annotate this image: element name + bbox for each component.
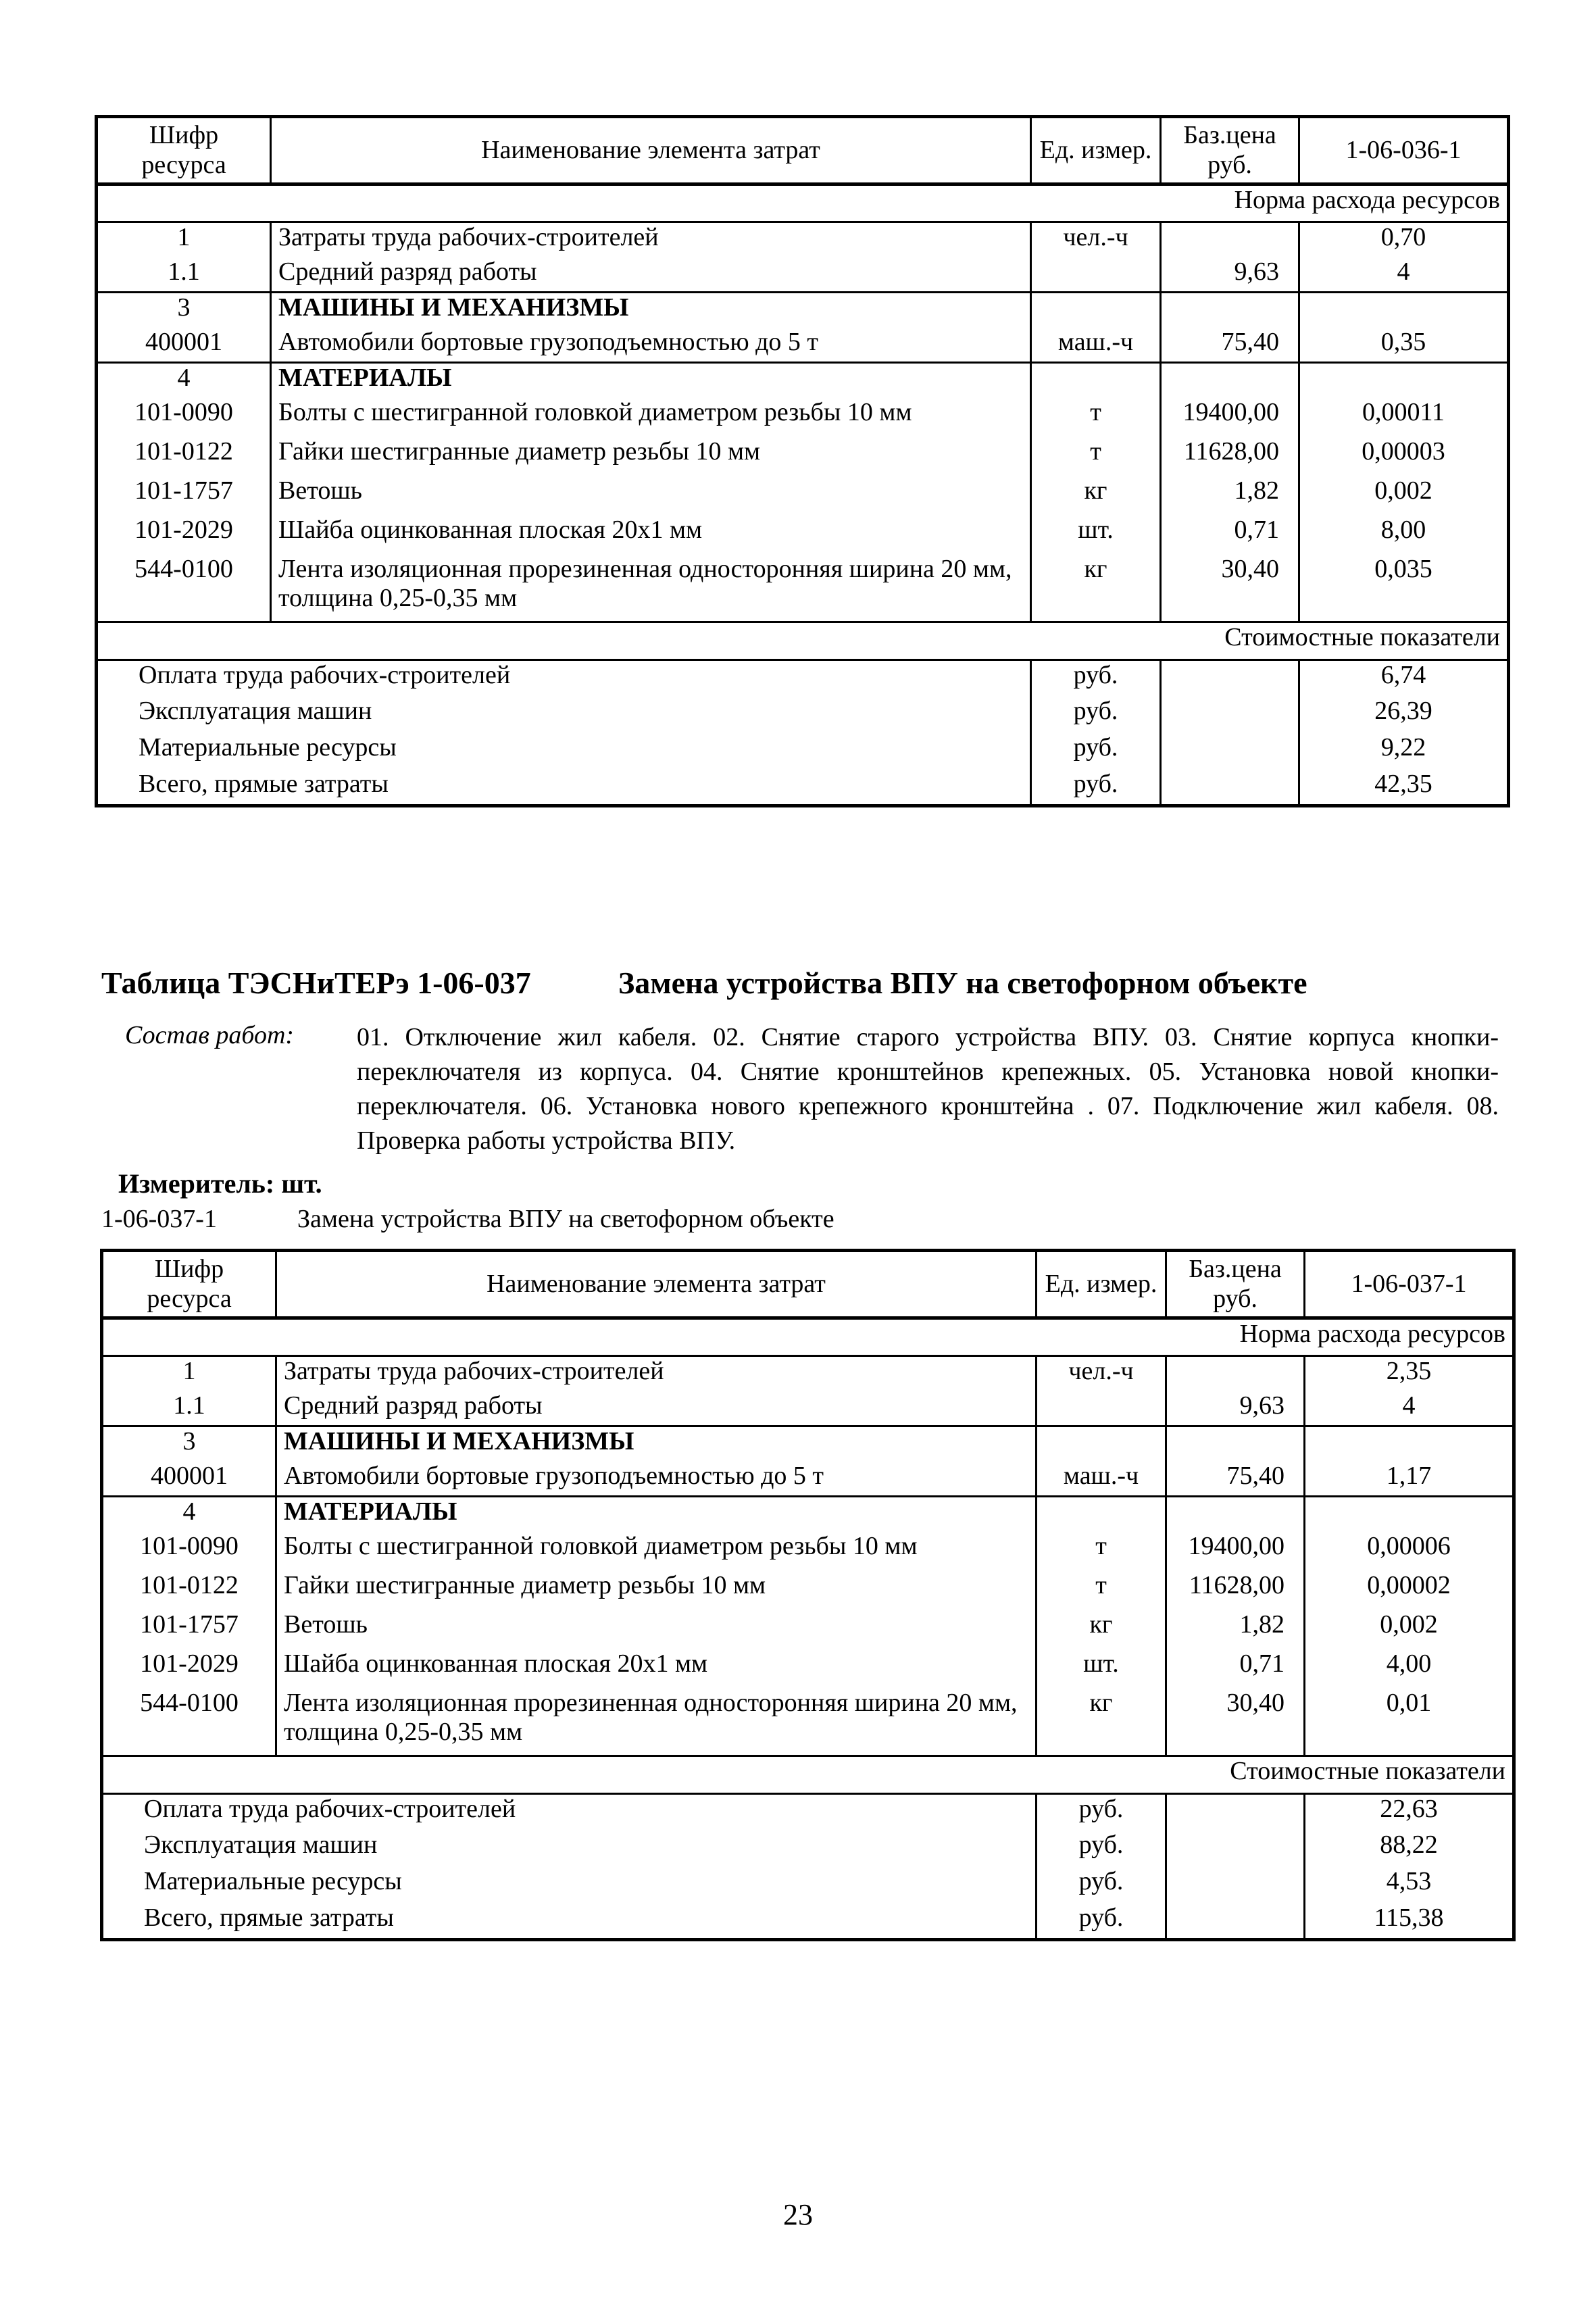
resource-price: 9,63	[1166, 1391, 1305, 1426]
resource-unit: кг	[1031, 555, 1161, 622]
table-row	[97, 363, 1509, 398]
resource-price: 19400,00	[1166, 1532, 1305, 1571]
cost-row	[102, 1867, 1514, 1903]
resource-norm	[1299, 363, 1509, 398]
resource-price: 75,40	[1166, 1462, 1305, 1497]
table-row	[102, 1391, 1514, 1426]
cost-value: 9,22	[1299, 733, 1509, 770]
resource-code: 4	[97, 363, 271, 398]
cost-title: Стоимостные показатели	[97, 622, 1509, 660]
norm-table-1-06-036-1	[95, 115, 1510, 807]
cost-label: Материальные ресурсы	[144, 1866, 402, 1895]
cost-value: 26,39	[1299, 697, 1509, 733]
table-header-row	[97, 117, 1509, 184]
cost-price-empty	[1161, 770, 1299, 806]
resource-unit: т	[1037, 1532, 1166, 1571]
header-unit: Ед. измер.	[1037, 1251, 1166, 1318]
table-row	[97, 516, 1509, 555]
resource-price: 75,40	[1161, 328, 1299, 363]
resource-name: Лента изоляционная прорезиненная односторонняя ширина 20 мм, толщина 0,25-0,35 мм	[271, 555, 1031, 622]
cost-unit: руб.	[1037, 1831, 1166, 1867]
resource-price: 0,71	[1166, 1649, 1305, 1689]
cost-unit: руб.	[1031, 660, 1161, 697]
cost-price-empty	[1166, 1831, 1305, 1867]
resource-unit: маш.-ч	[1031, 328, 1161, 363]
table-row	[102, 1649, 1514, 1689]
resource-name: Болты с шестигранной головкой диаметром резьбы 10 мм	[271, 398, 1031, 437]
table-row	[97, 328, 1509, 363]
cost-title-row	[97, 622, 1509, 660]
subsection-code: 1-06-037-1	[101, 1205, 217, 1233]
resource-norm	[1305, 1497, 1514, 1532]
resource-code: 3	[97, 293, 271, 328]
cost-title-row	[102, 1756, 1514, 1794]
table-row	[102, 1462, 1514, 1497]
table-row	[97, 398, 1509, 437]
table-row	[97, 476, 1509, 516]
resource-name: Средний разряд работы	[271, 257, 1031, 293]
resource-name: Гайки шестигранные диаметр резьбы 10 мм	[276, 1571, 1037, 1610]
resource-norm: 4,00	[1305, 1649, 1514, 1689]
resource-norm: 4	[1299, 257, 1509, 293]
cost-label: Всего, прямые затраты	[144, 1903, 394, 1932]
resource-norm: 0,00006	[1305, 1532, 1514, 1571]
norm-table-1-06-037-1	[100, 1249, 1516, 1941]
table-row	[102, 1532, 1514, 1571]
cost-title: Стоимостные показатели	[102, 1756, 1514, 1794]
resource-name: МАТЕРИАЛЫ	[271, 363, 1031, 398]
resource-code: 1	[182, 1357, 196, 1385]
cost-unit: руб.	[1031, 697, 1161, 733]
resource-code: 400001	[145, 327, 222, 356]
resource-price: 30,40	[1166, 1689, 1305, 1756]
composition-text: 01. Отключение жил кабеля. 02. Снятие старого устройства ВПУ. 03. Снятие корпуса кнопки-переключателя из корпуса. 04. Снятие кронштейнов крепежных. 05. Установка новой кнопки-переключателя. 06. Установка нового крепежного кронштейна . 07. Подключение жил кабеля. 08. Проверка работы устройства ВПУ.	[357, 1023, 1499, 1155]
resource-name: Гайки шестигранные диаметр резьбы 10 мм	[271, 437, 1031, 476]
table-row	[102, 1426, 1514, 1462]
cost-label: Материальные ресурсы	[139, 732, 397, 762]
resource-name: Шайба оцинкованная плоская 20х1 мм	[271, 516, 1031, 555]
resource-unit	[1037, 1391, 1166, 1426]
resource-price	[1161, 293, 1299, 328]
resource-unit	[1031, 257, 1161, 293]
resource-code: 101-0122	[134, 437, 233, 466]
resource-unit: т	[1031, 398, 1161, 437]
cost-value: 4,53	[1305, 1867, 1514, 1903]
norm-table-body	[97, 117, 1509, 806]
resource-unit: чел.-ч	[1031, 222, 1161, 257]
resource-price	[1166, 1356, 1305, 1391]
resource-unit: шт.	[1037, 1649, 1166, 1689]
norm-title-row	[102, 1318, 1514, 1356]
header-norm-code: 1-06-037-1	[1305, 1251, 1514, 1318]
resource-price	[1161, 222, 1299, 257]
resource-norm: 0,002	[1299, 476, 1509, 516]
resource-norm: 4	[1305, 1391, 1514, 1426]
table-row	[102, 1356, 1514, 1391]
resource-norm: 0,00011	[1299, 398, 1509, 437]
resource-price: 1,82	[1161, 476, 1299, 516]
table-row	[97, 437, 1509, 476]
resource-norm	[1299, 293, 1509, 328]
meter-label: Измеритель: шт.	[118, 1168, 322, 1199]
resource-unit: кг	[1031, 476, 1161, 516]
resource-name: МАШИНЫ И МЕХАНИЗМЫ	[271, 293, 1031, 328]
resource-unit: чел.-ч	[1037, 1356, 1166, 1391]
resource-name: Ветошь	[276, 1610, 1037, 1649]
cost-row	[97, 770, 1509, 806]
cost-price-empty	[1166, 1867, 1305, 1903]
cost-row	[102, 1794, 1514, 1831]
resource-name: Ветошь	[271, 476, 1031, 516]
resource-name: Болты с шестигранной головкой диаметром резьбы 10 мм	[276, 1532, 1037, 1571]
resource-norm: 2,35	[1305, 1356, 1514, 1391]
section-title: Замена устройства ВПУ на светофорном объекте	[618, 966, 1307, 1000]
header-unit: Ед. измер.	[1031, 117, 1161, 184]
resource-norm: 0,002	[1305, 1610, 1514, 1649]
resource-name: МАШИНЫ И МЕХАНИЗМЫ	[276, 1426, 1037, 1462]
resource-norm: 8,00	[1299, 516, 1509, 555]
cost-row	[97, 697, 1509, 733]
cost-row	[97, 733, 1509, 770]
resource-price	[1161, 363, 1299, 398]
resource-name: Затраты труда рабочих-строителей	[276, 1356, 1037, 1391]
table-row	[97, 293, 1509, 328]
resource-unit: т	[1031, 437, 1161, 476]
table-row	[102, 1571, 1514, 1610]
table-label: Таблица ТЭСНиТЕРэ 1-06-037	[101, 966, 531, 1000]
resource-norm: 0,00002	[1305, 1571, 1514, 1610]
resource-code: 1	[177, 223, 191, 251]
cost-price-empty	[1166, 1794, 1305, 1831]
resource-norm: 0,01	[1305, 1689, 1514, 1756]
resource-code: 3	[102, 1426, 276, 1462]
table-row	[97, 222, 1509, 257]
norm-table-body	[102, 1251, 1514, 1940]
norm-title-row	[97, 184, 1509, 222]
resource-unit: шт.	[1031, 516, 1161, 555]
resource-unit	[1031, 293, 1161, 328]
cost-label: Эксплуатация машин	[144, 1830, 378, 1859]
resource-code: 1.1	[173, 1391, 205, 1420]
resource-code: 101-2029	[140, 1649, 239, 1678]
resource-code: 1.1	[168, 257, 200, 286]
table-row	[102, 1610, 1514, 1649]
header-code: Шифр ресурса	[102, 1251, 276, 1318]
table-row	[102, 1497, 1514, 1532]
resource-code: 101-0090	[140, 1531, 239, 1560]
resource-code: 101-1757	[134, 476, 233, 505]
resource-unit: кг	[1037, 1689, 1166, 1756]
table-row	[97, 555, 1509, 622]
resource-code: 544-0100	[140, 1688, 239, 1717]
norm-title: Норма расхода ресурсов	[102, 1318, 1514, 1356]
cost-value: 115,38	[1305, 1903, 1514, 1940]
resource-name: МАТЕРИАЛЫ	[276, 1497, 1037, 1532]
section-heading	[101, 965, 1307, 1001]
header-norm-code: 1-06-036-1	[1299, 117, 1509, 184]
cost-unit: руб.	[1037, 1794, 1166, 1831]
cost-label: Оплата труда рабочих-строителей	[144, 1795, 516, 1823]
resource-name: Затраты труда рабочих-строителей	[271, 222, 1031, 257]
cost-row	[102, 1831, 1514, 1867]
header-price: Баз.цена руб.	[1161, 117, 1299, 184]
resource-price: 11628,00	[1166, 1571, 1305, 1610]
resource-price: 1,82	[1166, 1610, 1305, 1649]
cost-label: Эксплуатация машин	[139, 696, 372, 725]
resource-price: 19400,00	[1161, 398, 1299, 437]
subsection-name: Замена устройства ВПУ на светофорном объекте	[297, 1205, 834, 1233]
resource-name: Автомобили бортовые грузоподъемностью до 5 т	[276, 1462, 1037, 1497]
resource-unit	[1037, 1426, 1166, 1462]
resource-name: Лента изоляционная прорезиненная односторонняя ширина 20 мм, толщина 0,25-0,35 мм	[276, 1689, 1037, 1756]
resource-code: 101-1757	[140, 1610, 239, 1639]
resource-name: Шайба оцинкованная плоская 20х1 мм	[276, 1649, 1037, 1689]
cost-label: Оплата труда рабочих-строителей	[139, 661, 511, 689]
cost-unit: руб.	[1031, 733, 1161, 770]
header-code: Шифр ресурса	[97, 117, 271, 184]
resource-norm: 0,35	[1299, 328, 1509, 363]
norm-title: Норма расхода ресурсов	[97, 184, 1509, 222]
resource-code: 400001	[151, 1461, 228, 1490]
resource-code: 544-0100	[134, 554, 233, 583]
cost-row	[102, 1903, 1514, 1940]
table-row	[102, 1689, 1514, 1756]
header-name: Наименование элемента затрат	[276, 1251, 1037, 1318]
cost-price-empty	[1161, 697, 1299, 733]
resource-name: Автомобили бортовые грузоподъемностью до 5 т	[271, 328, 1031, 363]
resource-code: 101-0090	[134, 397, 233, 426]
resource-code: 101-2029	[134, 515, 233, 544]
page-number: 23	[783, 2198, 813, 2231]
header-price: Баз.цена руб.	[1166, 1251, 1305, 1318]
cost-price-empty	[1166, 1903, 1305, 1940]
resource-price: 11628,00	[1161, 437, 1299, 476]
header-name: Наименование элемента затрат	[271, 117, 1031, 184]
resource-unit	[1031, 363, 1161, 398]
resource-norm: 0,035	[1299, 555, 1509, 622]
resource-price	[1166, 1497, 1305, 1532]
cost-label: Всего, прямые затраты	[139, 769, 389, 798]
cost-price-empty	[1161, 660, 1299, 697]
table-row	[97, 257, 1509, 293]
resource-unit: маш.-ч	[1037, 1462, 1166, 1497]
cost-row	[97, 660, 1509, 697]
resource-unit: т	[1037, 1571, 1166, 1610]
resource-norm: 0,70	[1299, 222, 1509, 257]
resource-unit	[1037, 1497, 1166, 1532]
cost-unit: руб.	[1037, 1867, 1166, 1903]
table-header-row	[102, 1251, 1514, 1318]
resource-norm: 0,00003	[1299, 437, 1509, 476]
resource-price: 0,71	[1161, 516, 1299, 555]
resource-norm: 1,17	[1305, 1462, 1514, 1497]
cost-price-empty	[1161, 733, 1299, 770]
resource-price	[1166, 1426, 1305, 1462]
resource-norm	[1305, 1426, 1514, 1462]
cost-value: 22,63	[1305, 1794, 1514, 1831]
cost-unit: руб.	[1037, 1903, 1166, 1940]
resource-price: 9,63	[1161, 257, 1299, 293]
composition-label: Состав работ:	[125, 1021, 295, 1049]
resource-code: 4	[102, 1497, 276, 1532]
resource-price: 30,40	[1161, 555, 1299, 622]
cost-value: 42,35	[1299, 770, 1509, 806]
resource-code: 101-0122	[140, 1570, 239, 1599]
cost-unit: руб.	[1031, 770, 1161, 806]
cost-value: 88,22	[1305, 1831, 1514, 1867]
resource-unit: кг	[1037, 1610, 1166, 1649]
cost-value: 6,74	[1299, 660, 1509, 697]
resource-name: Средний разряд работы	[276, 1391, 1037, 1426]
